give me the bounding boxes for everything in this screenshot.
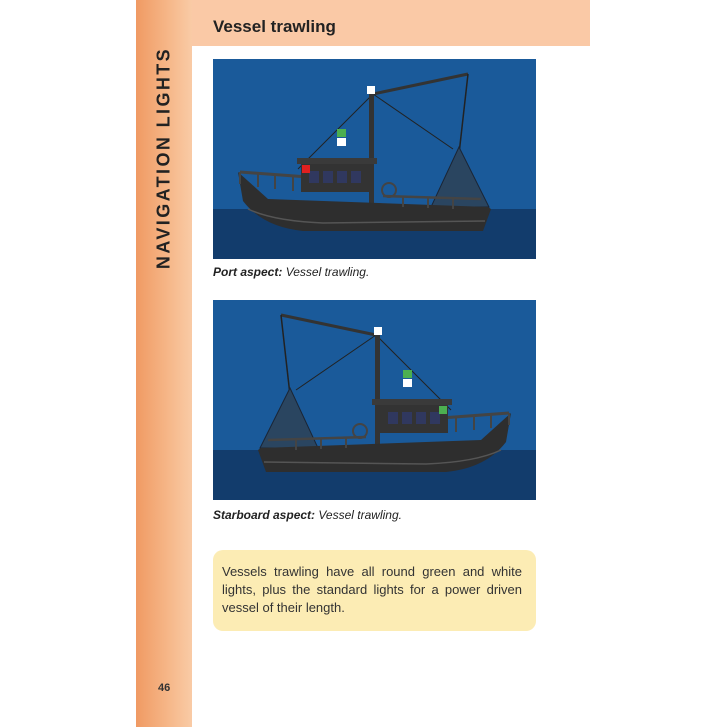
page-number: 46 [158, 682, 171, 694]
wheelhouse-window [416, 412, 426, 424]
section-title-text: NAVIGATION LIGHTS [153, 46, 174, 270]
figure-caption-starboard [213, 508, 402, 522]
night-sky [213, 300, 536, 450]
wheelhouse-window [337, 171, 347, 183]
wheelhouse-roof [372, 399, 452, 405]
port-aspect-svg [213, 59, 536, 259]
wheelhouse-window [351, 171, 361, 183]
starboard-aspect-illustration [213, 300, 536, 500]
caption-text: Vessel trawling. [282, 265, 370, 279]
figure-caption-port [213, 265, 369, 279]
caption-text: Vessel trawling. [315, 508, 402, 522]
port-aspect-illustration [213, 59, 536, 259]
night-sky [213, 59, 536, 209]
wheelhouse-window [323, 171, 333, 183]
green-starboard-sidelight [439, 406, 447, 414]
info-callout-text: Vessels trawling have all round green and white lights, plus the standard lights for a power driven vessel of their length. [222, 564, 522, 615]
wheelhouse-window [309, 171, 319, 183]
red-port-sidelight [302, 165, 310, 173]
green-all-round-light [403, 370, 412, 378]
white-all-round-light [403, 379, 412, 387]
wheelhouse-window [402, 412, 412, 424]
wheelhouse-roof [297, 158, 377, 164]
white-masthead-light [367, 86, 375, 94]
wheelhouse-window [388, 412, 398, 424]
section-title-vertical [136, 0, 192, 320]
white-masthead-light [374, 327, 382, 335]
starboard-aspect-svg [213, 300, 536, 500]
caption-label: Port aspect: [213, 265, 283, 279]
page-title: Vessel trawling [213, 17, 336, 36]
wheelhouse-window [430, 412, 440, 424]
caption-label: Starboard aspect: [213, 508, 316, 522]
green-all-round-light [337, 129, 346, 137]
white-all-round-light [337, 138, 346, 146]
info-callout-box [213, 550, 536, 631]
